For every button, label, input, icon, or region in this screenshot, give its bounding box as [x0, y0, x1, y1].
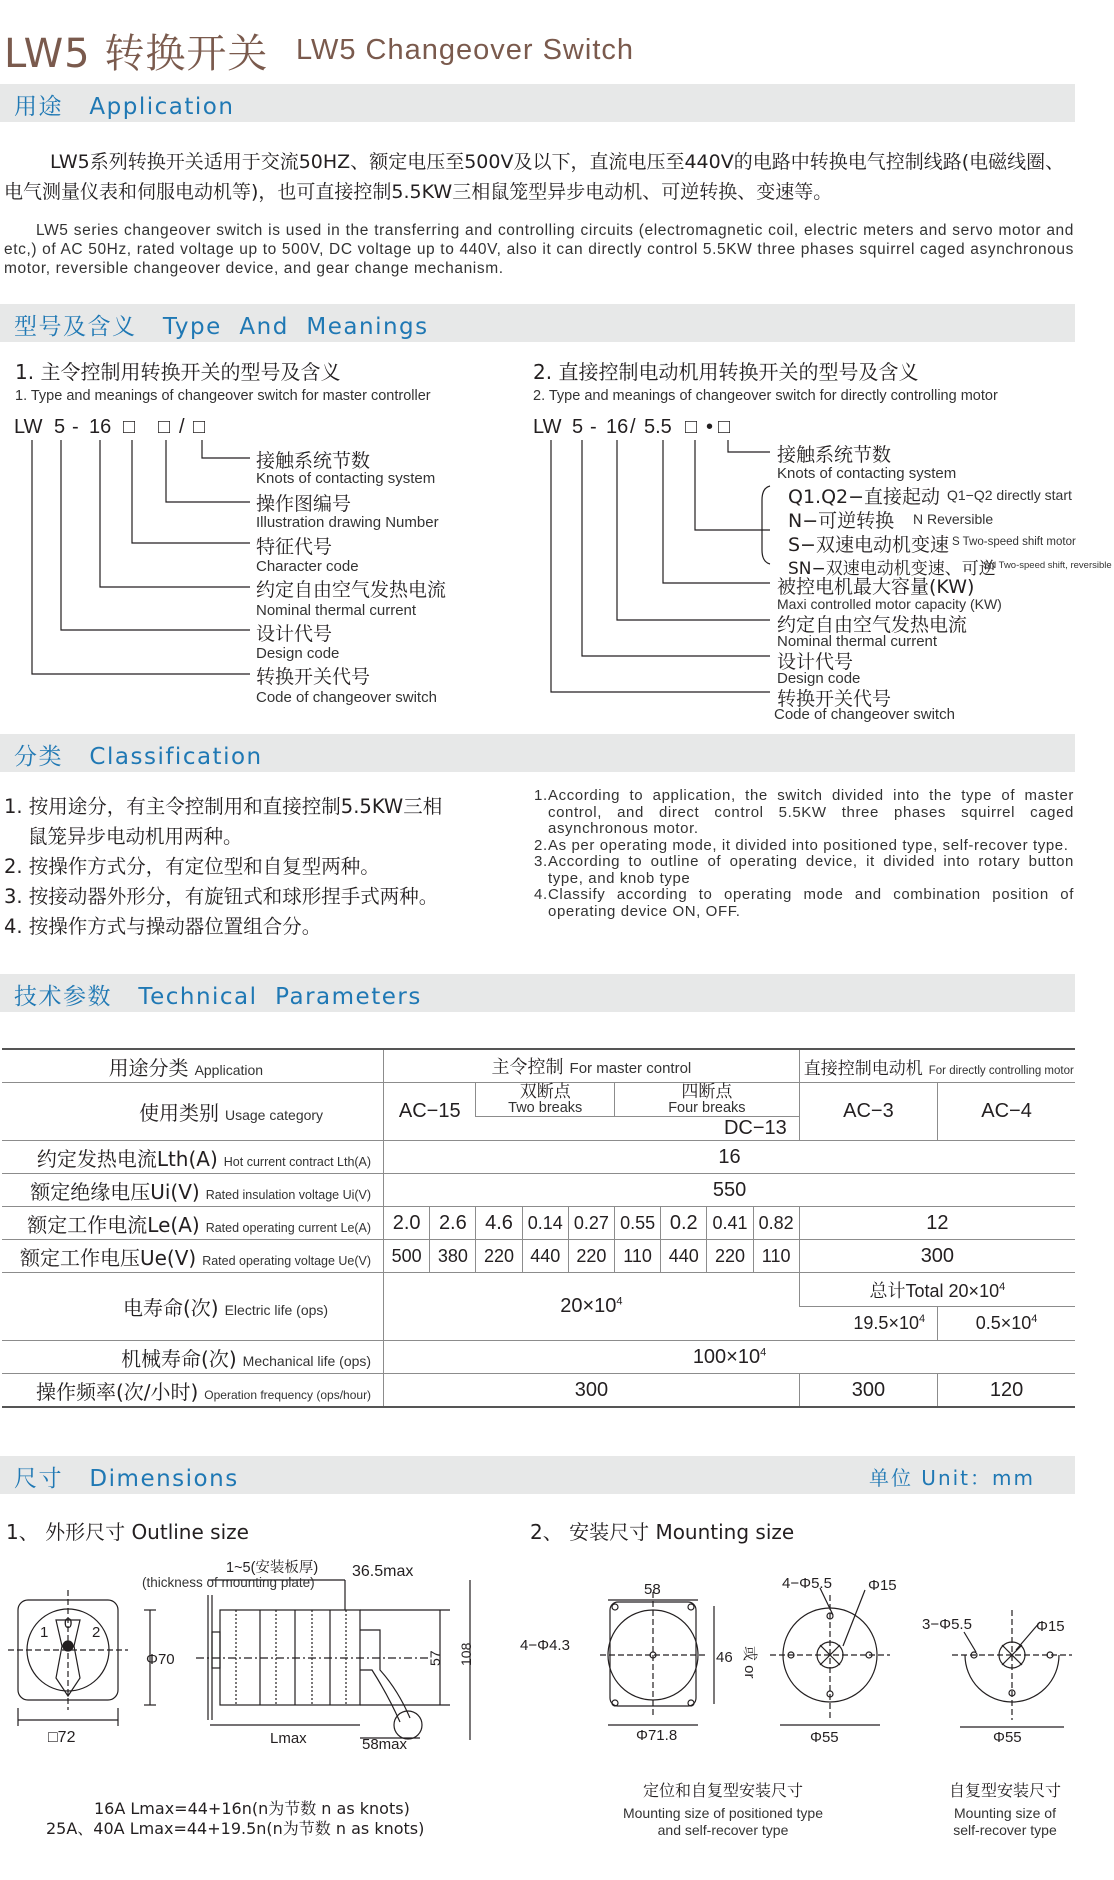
- row-le-label: 额定工作电流Le(A) Rated operating current Le(A): [2, 1207, 384, 1240]
- mount-dim-d15b: Φ15: [1036, 1618, 1065, 1635]
- lmax-formula-25a-40a: 25A、40A Lmax=44+19.5n(n为节数 n as knots): [46, 1819, 425, 1838]
- right-label-4-en: S Two-speed shift motor: [952, 536, 1076, 548]
- cell-four-breaks: 四断点 Four breaks: [615, 1083, 800, 1117]
- ue-value: 220: [707, 1240, 753, 1273]
- right-label-5-cn: SN−双速电动机变速、可逆: [788, 559, 996, 579]
- dim-h57: 57: [427, 1650, 443, 1666]
- dim-sq72: □72: [48, 1729, 76, 1746]
- cell-elec-master: $20\times 10^4$: [384, 1273, 800, 1341]
- section-title-type: 型号及含义 Type And Meanings: [14, 314, 429, 340]
- cell-freq-master: 300: [384, 1374, 800, 1408]
- code-left-16: 16: [89, 416, 112, 438]
- section-title-technical: 技术参数 Technical Parameters: [14, 984, 422, 1010]
- dim-58max: 58max: [362, 1736, 408, 1753]
- right-label-1-cn: 接触系统节数: [777, 444, 892, 466]
- type-left-heading-en: 1. Type and meanings of changeover switch for master controller: [15, 388, 431, 404]
- class-cn-4: 3. 按接动器外形分，有旋钮式和球形捏手式两种。: [4, 885, 439, 908]
- code-left-lw: LW: [14, 416, 43, 438]
- right-label-7-cn: 约定自由空气发热电流: [777, 614, 968, 636]
- section-bar-dimensions: [0, 1456, 1075, 1494]
- left-label-2-cn: 操作图编号: [256, 493, 352, 515]
- le-value: 2.0: [384, 1207, 430, 1240]
- ue-value: 440: [522, 1240, 568, 1273]
- cell-elec-ac3: $19.5\times 10^4$: [799, 1307, 937, 1341]
- cell-le-direct: 12: [799, 1207, 1075, 1240]
- row-mech-label: 机械寿命(次) Mechanical life (ops): [2, 1341, 384, 1374]
- mounting-drawing: [520, 1570, 1114, 1760]
- ue-value: 380: [430, 1240, 476, 1273]
- cell-mech-value: $100\times 10^4$: [384, 1341, 1075, 1374]
- type-right-heading-en: 2. Type and meanings of changeover switch for directly controlling motor: [533, 388, 998, 404]
- classification-en: [534, 788, 1074, 920]
- left-label-5-en: Design code: [256, 645, 340, 662]
- row-elec-label: 电寿命(次) Electric life (ops): [2, 1273, 384, 1341]
- position-0-label: 0: [64, 1615, 73, 1632]
- caption-1-cn: 定位和自复型安装尺寸: [642, 1781, 803, 1800]
- section-bar-classification: [0, 734, 1075, 772]
- cell-elec-total: 总计Total $20\times 10^4$: [799, 1273, 1075, 1307]
- mounting-size-heading: 2、 安装尺寸 Mounting size: [530, 1520, 795, 1544]
- ue-value: 220: [568, 1240, 614, 1273]
- code-right-5: 5: [572, 416, 584, 438]
- caption-2-cn: 自复型安装尺寸: [948, 1781, 1061, 1800]
- section-bar-application: [0, 84, 1075, 122]
- dim-d70: Φ70: [146, 1651, 175, 1668]
- section-title-classification: 分类 Classification: [14, 744, 263, 770]
- mount-dim-46: 46: [716, 1649, 733, 1666]
- class-en-3-num: 3.: [534, 853, 548, 870]
- mount-dim-4-43: 4−Φ4.3: [520, 1637, 570, 1654]
- right-label-3-en: N Reversible: [913, 511, 994, 527]
- lmax-formula-16a: 16A Lmax=44+16n(n为节数 n as knots): [94, 1799, 410, 1818]
- left-label-1-cn: 接触系统节数: [256, 450, 371, 472]
- class-cn-2: 鼠笼异步电动机用两种。: [28, 825, 243, 848]
- cell-direct-control: 直接控制电动机 For directly controlling motor: [799, 1049, 1075, 1083]
- mount-dim-d55b: Φ55: [993, 1729, 1022, 1746]
- code-left-5: 5: [54, 416, 66, 438]
- dim-thick-cn: 1~5(安装板厚): [226, 1560, 319, 1576]
- technical-parameters-table: [2, 1048, 1075, 1408]
- right-label-4-cn: S−双速电动机变速: [788, 534, 949, 556]
- application-text-cn: LW5系列转换开关适用于交流50HZ、额定电压至500V及以下，直流电压至440V的电路中转换电气控制线路(电磁线圈、电气测量仪表和伺服电动机等)，也可直接控制5.5KW三相鼠笼型异步电动机、可逆转换、变速等。: [4, 151, 1065, 203]
- code-left-box1: □: [123, 416, 136, 438]
- right-label-7-en: Nominal thermal current: [777, 633, 938, 650]
- right-label-8-en: Design code: [777, 670, 861, 687]
- caption-2-en1: Mounting size of: [954, 1805, 1056, 1821]
- code-left-slash: /: [179, 416, 185, 438]
- cell-ac3: AC−3: [799, 1083, 937, 1141]
- outline-size-heading: 1、 外形尺寸 Outline size: [6, 1520, 249, 1544]
- left-label-3-en: Character code: [256, 558, 359, 575]
- le-value: 0.14: [522, 1207, 568, 1240]
- right-label-1-en: Knots of contacting system: [777, 465, 957, 482]
- le-value: 4.6: [476, 1207, 522, 1240]
- caption-2-en2: self-recover type: [953, 1822, 1057, 1838]
- mount-dim-d718: Φ71.8: [636, 1727, 678, 1744]
- code-right-55: 5.5: [644, 416, 672, 438]
- code-left-box2: □: [158, 416, 171, 438]
- caption-self-recover: [930, 1778, 1080, 1839]
- dim-lmax: Lmax: [270, 1730, 307, 1747]
- right-label-8-cn: 设计代号: [777, 651, 854, 673]
- class-en-4-text: Classify according to operating mode and combination position of operating device ON, OFF.: [548, 886, 1074, 920]
- row-lth-label: 约定发热电流Lth(A) Hot current contract Lth(A): [2, 1141, 384, 1174]
- section-title-application: 用途 Application: [14, 94, 235, 120]
- ue-value: 220: [476, 1240, 522, 1273]
- cell-lth-value: 16: [384, 1141, 1075, 1174]
- class-en-1-text: According to application, the switch divided into the type of master control, and direct control 5.5KW three phases squirrel caged asynchronous motor.: [548, 787, 1074, 837]
- application-text-en: LW5 series changeover switch is used in the transferring and controlling circuits (electromagnetic coil, electric meters and servo motor and etc,) of AC 50Hz, rated voltage up to 500V, DC voltage up to 440V, also it can directly control 5.5KW three phases squirrel caged asynchronous motor, reversible changeover device, and gear change mechanism.: [4, 222, 1074, 277]
- dim-max365: 36.5max: [352, 1563, 414, 1580]
- left-label-2-en: Illustration drawing Number: [256, 514, 439, 531]
- code-right-16: 16: [606, 416, 629, 438]
- caption-1-en1: Mounting size of positioned type: [622, 1805, 823, 1821]
- mount-or: 或 or: [741, 1646, 758, 1679]
- right-label-2-cn: Q1.Q2−直接起动: [788, 486, 941, 508]
- row-ui-label: 额定绝缘电压Ui(V) Rated insulation voltage Ui(V): [2, 1174, 384, 1207]
- le-value: 0.41: [707, 1207, 753, 1240]
- cell-ui-value: 550: [384, 1174, 1075, 1207]
- left-label-1-en: Knots of contacting system: [256, 470, 436, 487]
- right-label-9-cn: 转换开关代号: [777, 688, 892, 710]
- cell-two-breaks: 双断点 Two breaks: [476, 1083, 615, 1117]
- section-bar-technical: [0, 974, 1075, 1012]
- right-label-2-en: Q1−Q2 directly start: [947, 487, 1072, 503]
- section-title-dimensions: 尺寸 Dimensions: [14, 1466, 239, 1492]
- mount-dim-4-55: 4−Φ5.5: [782, 1575, 832, 1592]
- position-1-label: 1: [40, 1624, 49, 1641]
- page-title-en: LW5 Changeover Switch: [296, 34, 635, 66]
- code-right-dot: •: [706, 416, 714, 438]
- left-label-4-en: Nominal thermal current: [256, 602, 417, 619]
- cell-ue-direct: 300: [799, 1240, 1075, 1273]
- class-cn-3: 2. 按操作方式分，有定位型和自复型两种。: [4, 855, 380, 878]
- le-value: 2.6: [430, 1207, 476, 1240]
- class-en-3-text: According to outline of operating device, it divided into rotary button type, and knob type: [548, 853, 1074, 887]
- ue-value: 110: [615, 1240, 661, 1273]
- mount-dim-58: 58: [644, 1581, 661, 1598]
- cell-freq-ac3: 300: [799, 1374, 937, 1408]
- left-label-6-cn: 转换开关代号: [256, 666, 371, 688]
- right-label-9-en: Code of changeover switch: [774, 706, 955, 723]
- cell-elec-ac4: $0.5\times 10^4$: [938, 1307, 1075, 1341]
- class-en-4-num: 4.: [534, 886, 548, 903]
- dim-thick-en: (thickness of mounting plate): [142, 1575, 315, 1590]
- class-en-2-num: 2.: [534, 836, 548, 854]
- type-right-heading-cn: 2. 直接控制电动机用转换开关的型号及含义: [533, 360, 919, 384]
- class-en-2-text: As per operating mode, it divided into positioned type, self-recover type.: [548, 836, 1069, 854]
- code-right-box2: □: [718, 416, 731, 438]
- code-right-lw: LW: [533, 416, 562, 438]
- cell-dc13: DC−13: [476, 1117, 799, 1141]
- type-right-diagram: [520, 410, 780, 730]
- class-cn-5: 4. 按操作方式与操动器位置组合分。: [4, 915, 322, 938]
- le-value: 0.27: [568, 1207, 614, 1240]
- code-right-box1: □: [685, 416, 698, 438]
- row-freq-label: 操作频率(次/小时) Operation frequency (ops/hour): [2, 1374, 384, 1408]
- right-label-6-en: Maxi controlled motor capacity (KW): [777, 596, 1002, 612]
- page-title-cn: LW5 转换开关: [4, 31, 269, 77]
- type-left-heading-cn: 1. 主令控制用转换开关的型号及含义: [15, 360, 341, 384]
- left-label-3-cn: 特征代号: [256, 536, 333, 558]
- right-label-3-cn: N−可逆转换: [788, 510, 895, 532]
- cell-ac4: AC−4: [938, 1083, 1075, 1141]
- code-right-slash: /: [630, 416, 636, 438]
- position-2-label: 2: [92, 1624, 101, 1641]
- le-value: 0.82: [753, 1207, 799, 1240]
- le-value: 0.2: [661, 1207, 707, 1240]
- ue-value: 500: [384, 1240, 430, 1273]
- cell-master-control: 主令控制 For master control: [384, 1049, 800, 1083]
- dimensions-unit: 单位 Unit：mm: [868, 1466, 1035, 1490]
- left-label-5-cn: 设计代号: [256, 623, 333, 645]
- right-label-5-en: SN Two-speed shift, reversible: [983, 560, 1112, 571]
- section-bar-type: [0, 304, 1075, 342]
- cell-ac15: AC−15: [384, 1083, 476, 1141]
- code-left-dash: -: [72, 416, 79, 438]
- code-right-dash: -: [590, 416, 597, 438]
- le-value: 0.55: [615, 1207, 661, 1240]
- ue-value: 440: [661, 1240, 707, 1273]
- class-cn-1: 1. 按用途分，有主令控制用和直接控制5.5KW三相: [4, 795, 443, 818]
- right-label-6-cn: 被控电机最大容量(KW): [777, 576, 975, 598]
- mount-dim-d15a: Φ15: [868, 1577, 897, 1594]
- caption-1-en2: and self-recover type: [657, 1822, 789, 1838]
- ue-value: 110: [753, 1240, 799, 1273]
- cell-freq-ac4: 120: [938, 1374, 1075, 1408]
- mount-dim-3-55: 3−Φ5.5: [922, 1616, 972, 1633]
- left-label-6-en: Code of changeover switch: [256, 689, 437, 706]
- code-left-box3: □: [193, 416, 206, 438]
- left-label-4-cn: 约定自由空气发热电流: [256, 579, 447, 601]
- mount-dim-d55a: Φ55: [810, 1729, 839, 1746]
- class-en-1-num: 1.: [534, 787, 548, 804]
- row-usage-label: 使用类别 Usage category: [2, 1083, 384, 1141]
- row-application-label: 用途分类 Application: [2, 1049, 384, 1083]
- row-ue-label: 额定工作电压Ue(V) Rated operating voltage Ue(V): [2, 1240, 384, 1273]
- caption-positioned-self-recover: [588, 1778, 858, 1839]
- dim-h108: 108: [458, 1642, 474, 1666]
